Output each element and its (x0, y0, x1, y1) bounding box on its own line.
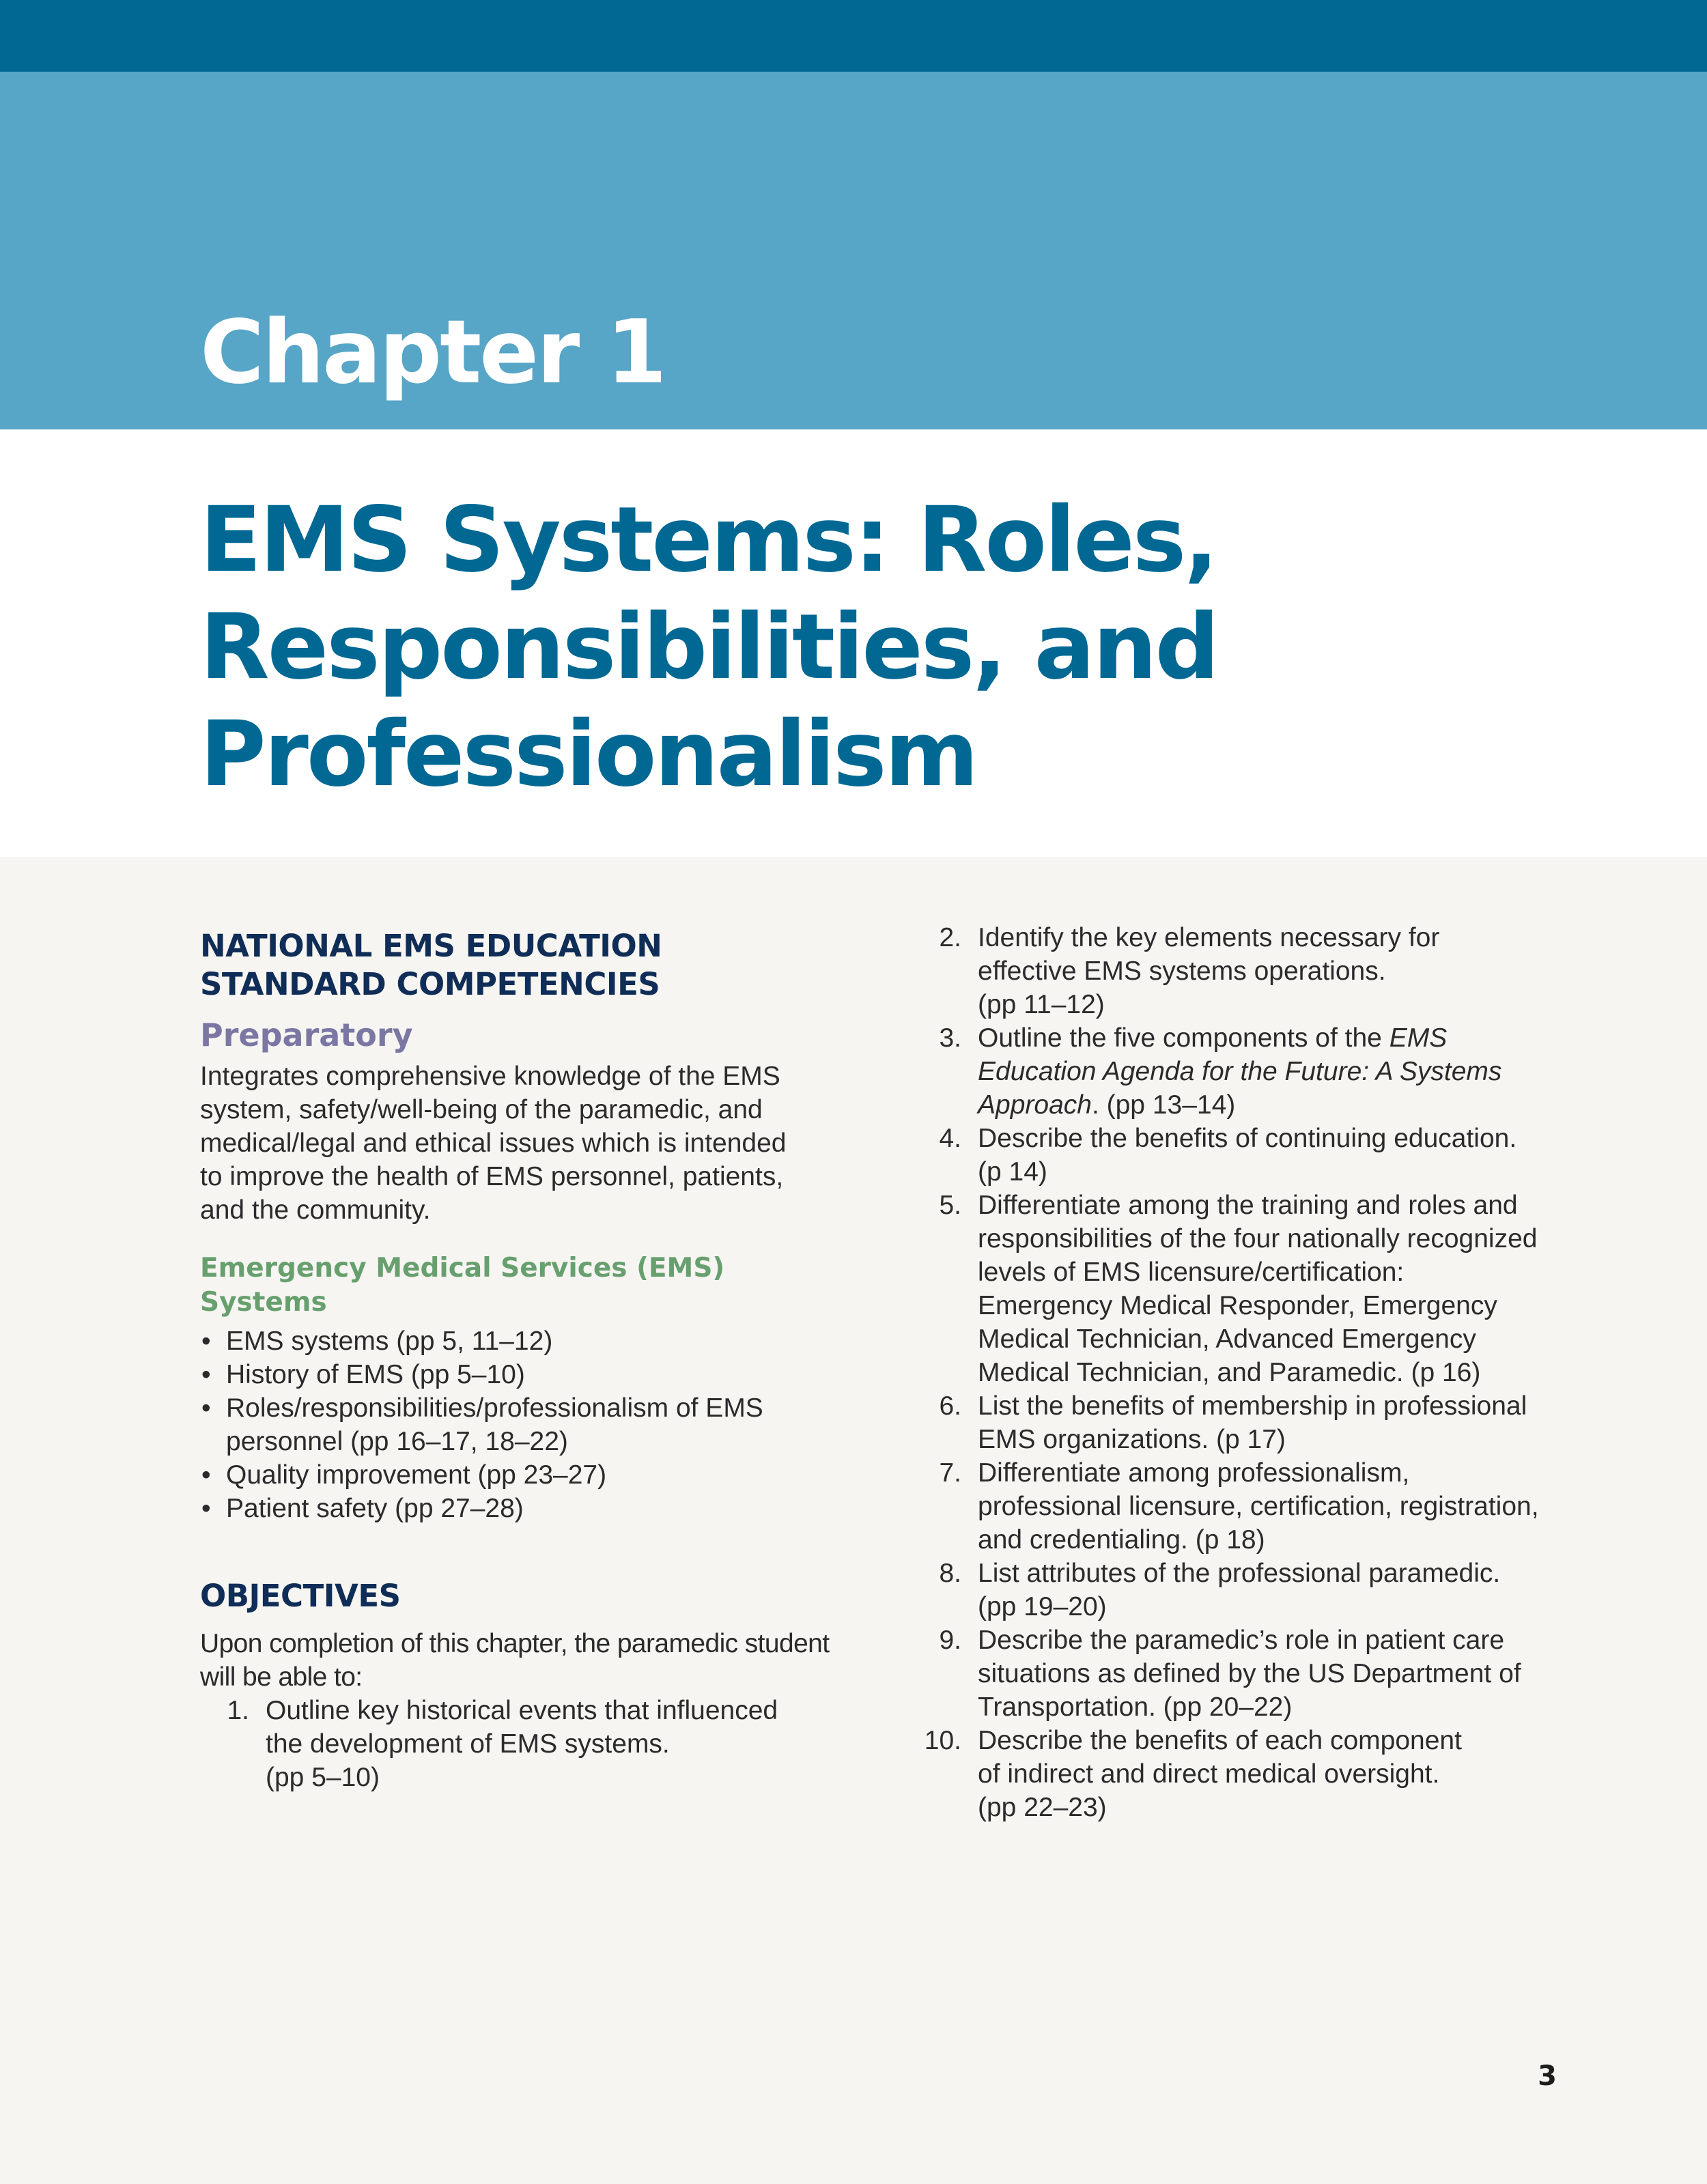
objective-text-italic: Approach (978, 1090, 1092, 1120)
objective-text: (pp 11–12) (978, 990, 1105, 1019)
objective-text: Transportation. (pp 20–22) (978, 1692, 1293, 1722)
objective-number: 8. (939, 1559, 961, 1588)
subheading-line: Systems (200, 1287, 327, 1318)
text-line: to improve the health of EMS personnel, patients, (200, 1162, 784, 1191)
objective-text: Differentiate among professionalism, (978, 1458, 1410, 1488)
preparatory-heading: Preparatory (200, 1017, 413, 1053)
subheading-line: Emergency Medical Services (EMS) (200, 1253, 725, 1284)
bullet-icon: • (201, 1360, 211, 1389)
objective-text: List attributes of the professional paramedic. (978, 1559, 1501, 1588)
objective-item (912, 1557, 1554, 1623)
objectives-list-right (912, 921, 1554, 1824)
competencies-heading (200, 927, 662, 1004)
objectives-heading: OBJECTIVES (200, 1578, 401, 1614)
objective-text: situations as defined by the US Department of (978, 1659, 1521, 1688)
objective-text: (p 14) (978, 1157, 1047, 1187)
objective-text: Medical Technician, Advanced Emergency (978, 1324, 1476, 1354)
objective-text: Outline key historical events that influenced (266, 1696, 778, 1725)
objective-text: . (pp 13–14) (1091, 1090, 1236, 1120)
text-line: medical/legal and ethical issues which is intended (200, 1129, 787, 1158)
page-number: 3 (1538, 2060, 1557, 2092)
text-line: Upon completion of this chapter, the paramedic student (200, 1629, 830, 1658)
chapter-label: Chapter 1 (200, 302, 665, 403)
objective-number: 4. (939, 1124, 961, 1153)
bullet-icon: • (201, 1460, 211, 1490)
text-line: system, safety/well-being of the paramedic, and (200, 1095, 763, 1124)
bullet-text: EMS systems (pp 5, 11–12) (226, 1327, 553, 1356)
bullet-icon: • (201, 1393, 211, 1423)
preparatory-paragraph (200, 1060, 856, 1227)
objective-text: Differentiate among the training and roles and (978, 1191, 1518, 1220)
objective-number: 1. (227, 1696, 249, 1725)
objective-item (912, 1389, 1554, 1456)
objective-text: levels of EMS licensure/certification: (978, 1258, 1405, 1287)
bullet-item (200, 1324, 856, 1358)
objective-text: Describe the paramedic’s role in patient care (978, 1626, 1505, 1655)
objective-text: (pp 19–20) (978, 1592, 1107, 1621)
bullet-text: personnel (pp 16–17, 18–22) (226, 1427, 568, 1456)
objective-text: professional licensure, certification, registration, (978, 1492, 1539, 1521)
bullet-icon: • (201, 1327, 211, 1356)
objective-text-italic: Education Agenda for the Future: A Systems (978, 1057, 1502, 1086)
objective-text: Identify the key elements necessary for (978, 923, 1440, 952)
objective-text: Medical Technician, and Paramedic. (p 16) (978, 1358, 1481, 1387)
objective-text: responsibilities of the four nationally recognized (978, 1224, 1538, 1253)
objective-text: effective EMS systems operations. (978, 956, 1386, 986)
top-color-bar (0, 0, 1707, 72)
objective-item (912, 1456, 1554, 1557)
bullet-text: Patient safety (pp 27–28) (226, 1494, 524, 1523)
chapter-title-line: Professionalism (200, 702, 977, 807)
bullet-text: Roles/responsibilities/professionalism of EMS (226, 1393, 763, 1423)
text-line: will be able to: (200, 1662, 363, 1692)
competencies-heading-line: NATIONAL EMS EDUCATION (200, 928, 662, 964)
chapter-title-line: EMS Systems: Roles, (200, 487, 1217, 593)
bullet-icon: • (201, 1494, 211, 1523)
objective-text: (pp 5–10) (266, 1763, 380, 1792)
bullet-text: History of EMS (pp 5–10) (226, 1360, 525, 1389)
ems-systems-subheading (200, 1251, 815, 1320)
objective-text: and credentialing. (p 18) (978, 1525, 1265, 1555)
bullet-item (200, 1492, 856, 1525)
competency-bullet-list (200, 1324, 856, 1525)
objective-text: the development of EMS systems. (266, 1729, 670, 1759)
text-line: Integrates comprehensive knowledge of the EMS (200, 1062, 780, 1091)
objective-item (912, 1189, 1554, 1389)
objective-text: Outline the five components of the (978, 1023, 1389, 1053)
objectives-list-left (200, 1694, 883, 1794)
objective-number: 6. (939, 1391, 961, 1421)
objective-item (912, 1623, 1554, 1724)
objective-number: 9. (939, 1626, 961, 1655)
objective-text: Emergency Medical Responder, Emergency (978, 1291, 1497, 1320)
objective-number: 5. (939, 1191, 961, 1220)
bullet-item (200, 1458, 856, 1492)
objective-text: EMS organizations. (p 17) (978, 1425, 1286, 1454)
objective-item (912, 1724, 1554, 1824)
objective-item (200, 1694, 883, 1794)
bullet-item (200, 1358, 856, 1391)
objective-text: Describe the benefits of continuing education. (978, 1124, 1517, 1153)
objective-item (912, 1122, 1554, 1189)
objective-text: List the benefits of membership in professional (978, 1391, 1527, 1421)
objective-text: Describe the benefits of each component (978, 1726, 1462, 1755)
bullet-text: Quality improvement (pp 23–27) (226, 1460, 607, 1490)
bullet-item (200, 1391, 856, 1458)
objective-number: 10. (924, 1726, 961, 1755)
objective-item (912, 1021, 1554, 1122)
chapter-title-line: Responsibilities, and (200, 595, 1217, 700)
objective-text-italic: EMS (1389, 1023, 1448, 1053)
objective-text: (pp 22–23) (978, 1793, 1107, 1822)
text-line: and the community. (200, 1195, 431, 1225)
objective-number: 7. (939, 1458, 961, 1488)
objective-item (912, 921, 1554, 1021)
objectives-intro (200, 1627, 856, 1694)
objective-text: of indirect and direct medical oversight. (978, 1759, 1440, 1789)
objective-number: 3. (939, 1023, 961, 1053)
competencies-heading-line: STANDARD COMPETENCIES (200, 966, 660, 1002)
objective-number: 2. (939, 923, 961, 952)
